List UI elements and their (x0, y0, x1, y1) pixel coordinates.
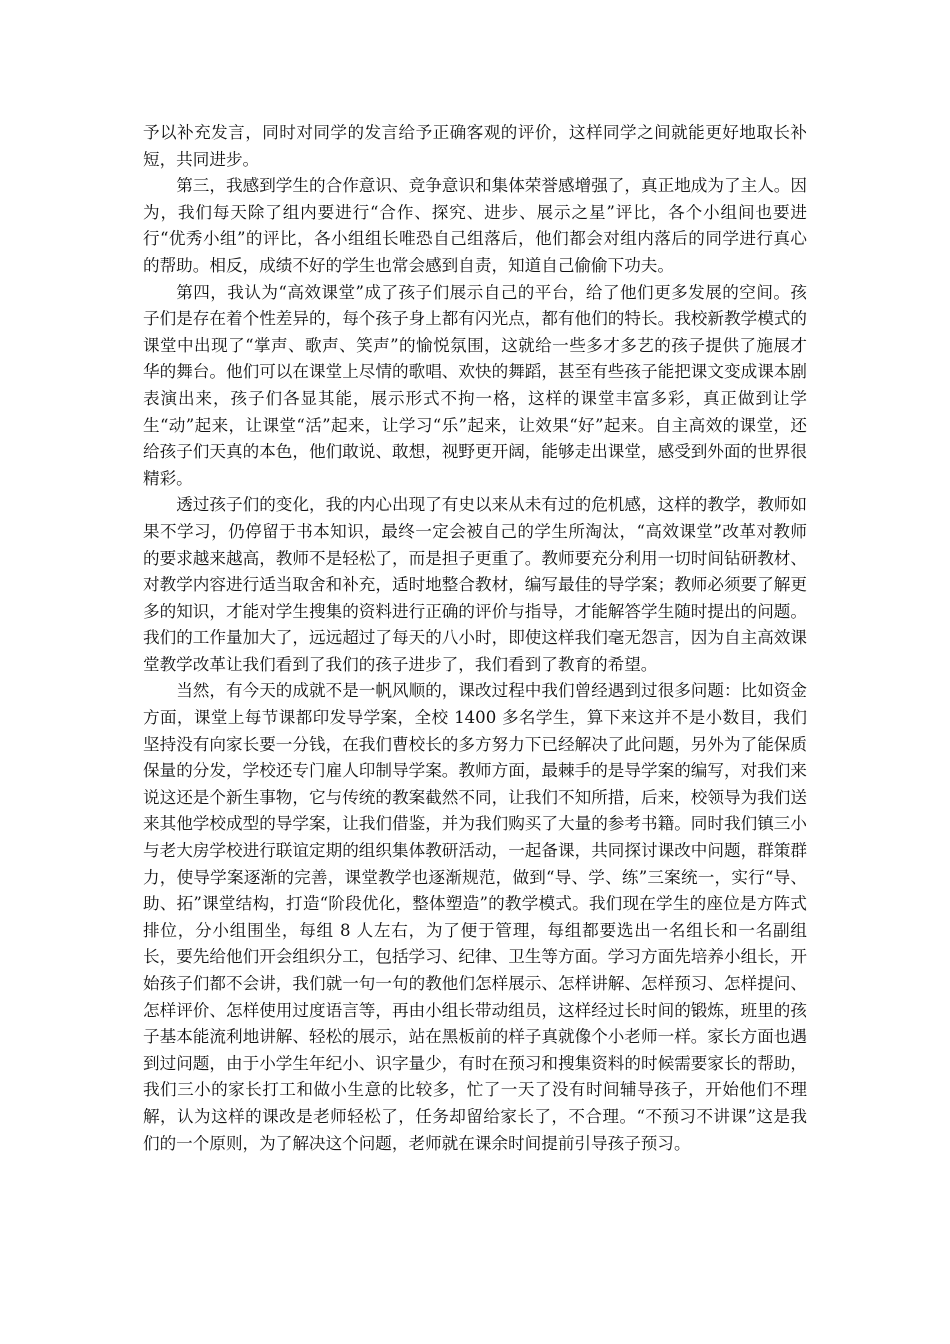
paragraph-fourth-point: 第四，我认为“高效课堂”成了孩子们展示自己的平台，给了他们更多发展的空间。孩子们是存在着个性差异的，每个孩子身上都有闪光点，都有他们的特长。我校新教学模式的课堂中出现了“掌声、歌声、笑声”的愉悦氛围，这就给一些多才多艺的孩子提供了施展才华的舞台。他们可以在课堂上尽情的歌唱、欢快的舞蹈，甚至有些孩子能把课文变成课本剧表演出来，孩子们各显其能，展示形式不拘一格，这样的课堂丰富多彩，真正做到让学生“动”起来，让课堂“活”起来，让学习“乐”起来，让效果“好”起来。自主高效的课堂，还给孩子们天真的本色，他们敢说、敢想，视野更开阔，能够走出课堂，感受到外面的世界很精彩。 (143, 282, 807, 488)
paragraph-teacher-reflection: 透过孩子们的变化，我的内心出现了有史以来从未有过的危机感，这样的教学，教师如果不学习，仍停留于书本知识，最终一定会被自己的学生所淘汰，“高效课堂”改革对教师的要求越来越高，教师不是轻松了，而是担子更重了。教师要充分利用一切时间钻研教材、对教学内容进行适当取舍和补充，适时地整合教材，编写最佳的导学案；教师必须要了解更多的知识，才能对学生搜集的资料进行正确的评价与指导，才能解答学生随时提出的问题。我们的工作量加大了，远远超过了每天的八小时，即使这样我们毫无怨言，因为自主高效课堂教学改革让我们看到了我们的孩子进步了，我们看到了教育的希望。 (143, 495, 807, 674)
document-page (143, 120, 807, 1157)
paragraph-continuation: 予以补充发言，同时对同学的发言给予正确客观的评价，这样同学之间就能更好地取长补短，共同进步。 (143, 123, 807, 169)
paragraph-problems-encountered: 当然，有今天的成就不是一帆风顺的，课改过程中我们曾经遇到过很多问题：比如资金方面，课堂上每节课都印发导学案，全校 1400 多名学生，算下来这并不是小数目，我们坚持没有向家长要一分钱，在我们曹校长的多方努力下已经解决了此问题，另外为了能保质保量的分发，学校还专门雇人印制导学案。教师方面，最棘手的是导学案的编写，对我们来说这还是个新生事物，它与传统的教案截然不同，让我们不知所措，后来，校领导为我们送来其他学校成型的导学案，让我们借鉴，并为我们购买了大量的参考书籍。同时我们镇三小与老大房学校进行联谊定期的组织集体教研活动，一起备课，共同探讨课改中问题，群策群力，使导学案逐渐的完善，课堂教学也逐渐规范，做到“导、学、练”三案统一，实行“导、助、拓”课堂结构，打造“阶段优化，整体塑造”的教学模式。我们现在学生的座位是方阵式排位，分小组围坐，每组 8 人左右，为了便于管理，每组都要选出一名组长和一名副组长，要先给他们开会组织分工，包括学习、纪律、卫生等方面。学习方面先培养小组长，开始孩子们都不会讲，我们就一句一句的教他们怎样展示、怎样讲解、怎样预习、怎样提问、怎样评价、怎样使用过度语言等，再由小组长带动组员，这样经过长时间的锻炼，班里的孩子基本能流利地讲解、轻松的展示，站在黑板前的样子真就像个小老师一样。家长方面也遇到过问题，由于小学生年纪小、识字量少，有时在预习和搜集资料的时候需要家长的帮助，我们三小的家长打工和做小生意的比较多，忙了一天了没有时间辅导孩子，开始他们不理解，认为这样的课改是老师轻松了，任务却留给家长了，不合理。“不预习不讲课”这是我们的一个原则，为了解决这个问题，老师就在课余时间提前引导孩子预习。 (143, 681, 807, 1153)
paragraph-third-point: 第三，我感到学生的合作意识、竞争意识和集体荣誉感增强了，真正地成为了主人。因为，我们每天除了组内要进行“合作、探究、进步、展示之星”评比，各个小组间也要进行“优秀小组”的评比，各小组组长唯恐自己组落后，他们都会对组内落后的同学进行真心的帮助。相反，成绩不好的学生也常会感到自责，知道自己偷偷下功夫。 (143, 176, 807, 275)
